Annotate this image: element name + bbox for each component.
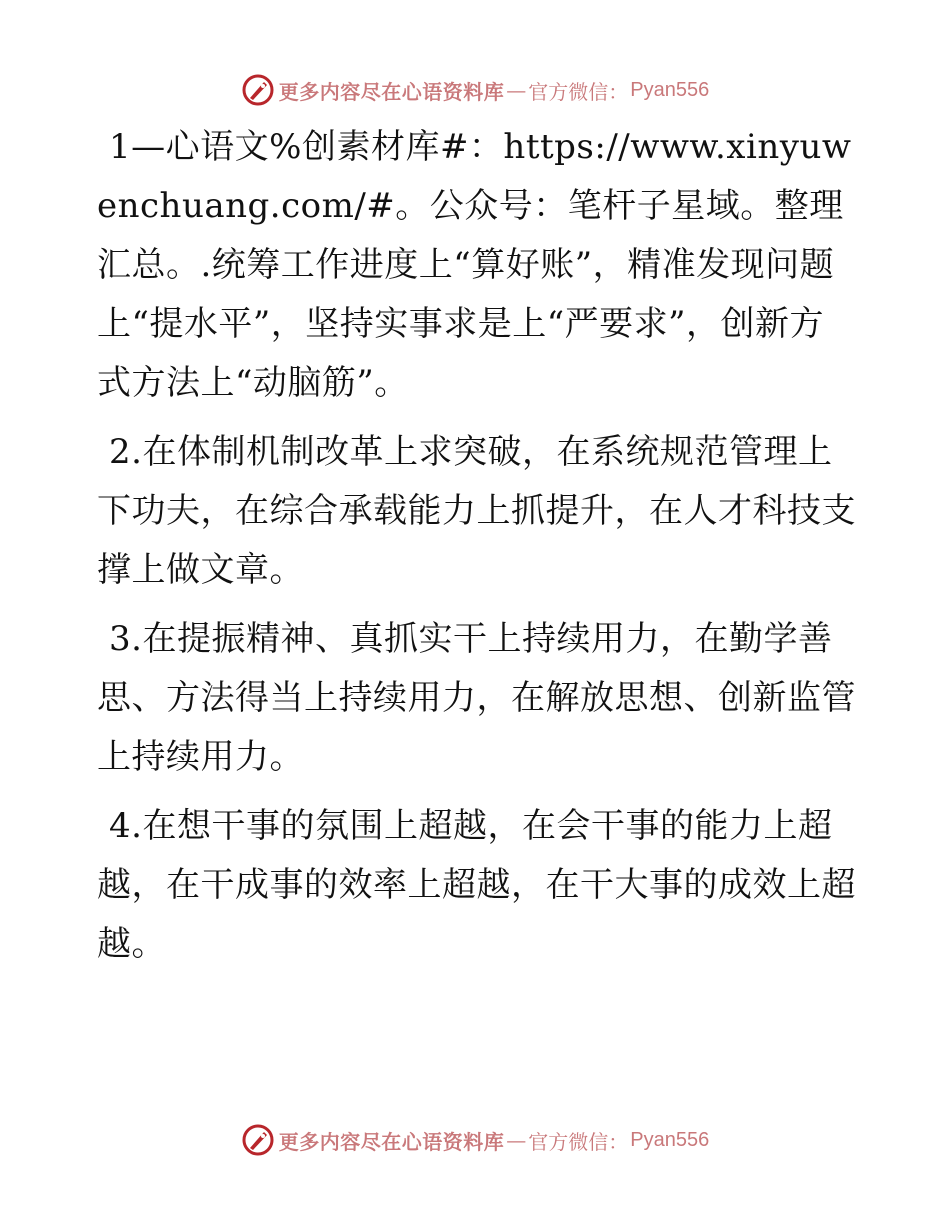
footer-wechat-label: 官方微信： [528, 1129, 629, 1154]
footer-wechat-id: Pyan556 [630, 1128, 710, 1151]
paragraph-2-text: 2.在体制机制改革上求突破，在系统规范管理上下功夫，在综合承载能力上抓提升，在人才科技支撑上做文章。 [97, 432, 856, 590]
header-wechat-id: Pyan556 [630, 78, 710, 101]
pen-nib-logo-icon [241, 1123, 275, 1157]
document-body [97, 118, 857, 984]
header-separator: — [506, 78, 527, 102]
paragraph-4-text: 4.在想干事的氛围上超越，在会干事的能力上超越，在干成事的效率上超越，在干大事的成效上超越。 [97, 806, 856, 964]
footer-promo-text: 更多内容尽在心语资料库 [278, 1129, 505, 1154]
paragraph-3-text: 3.在提振精神、真抓实干上持续用力，在勤学善思、方法得当上持续用力，在解放思想、创新监管上持续用力。 [97, 619, 856, 777]
paragraph-3 [97, 610, 857, 787]
paragraph-1-text: 1—心语文%创素材库#：https://www.xinyuwenchuang.com/#。公众号：笔杆子星域。整理汇总。.统筹工作进度上“算好账”，精准发现问题上“提水平”，坚持实事求是上“严要求”，创新方式方法上“动脑筋”。 [97, 127, 852, 403]
header-promo-text: 更多内容尽在心语资料库 [278, 79, 505, 104]
paragraph-1 [97, 118, 857, 413]
header-banner [0, 70, 950, 110]
footer-banner [0, 1120, 950, 1160]
header-wechat-label: 官方微信： [528, 79, 629, 104]
pen-nib-logo-icon [241, 73, 275, 107]
paragraph-2 [97, 423, 857, 600]
paragraph-4 [97, 797, 857, 974]
footer-separator: — [506, 1128, 527, 1152]
